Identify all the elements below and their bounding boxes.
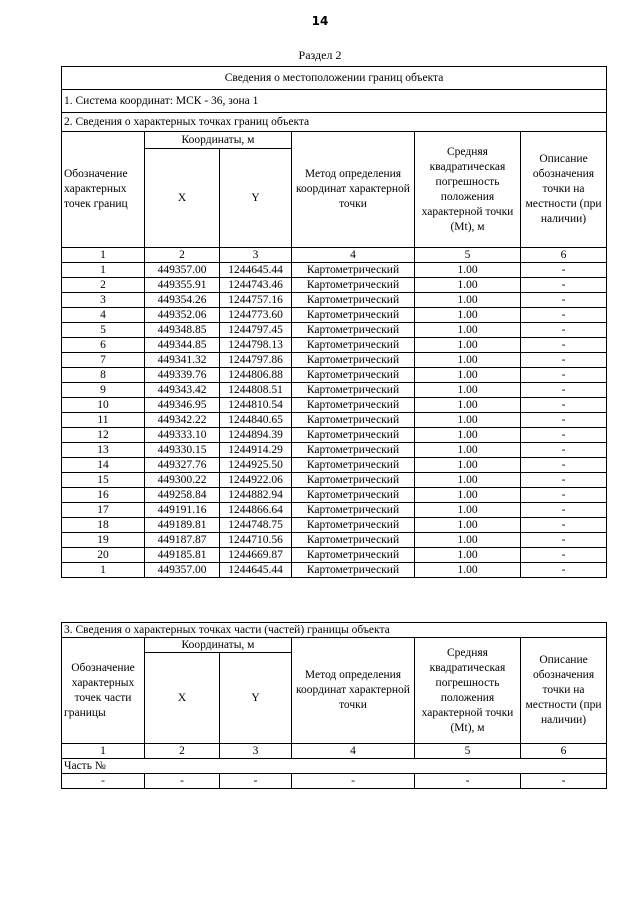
col-num-2: 2 xyxy=(145,248,220,263)
table-row-cell: Картометрический xyxy=(292,503,415,518)
table-row-cell: Картометрический xyxy=(292,458,415,473)
coord-system: 1. Система координат: МСК - 36, зона 1 xyxy=(62,90,607,113)
table-row xyxy=(62,443,607,458)
table-row-cell: 1.00 xyxy=(415,548,521,563)
table-row xyxy=(62,473,607,488)
table-row-cell: 2 xyxy=(62,278,145,293)
table-row-cell: - xyxy=(521,533,607,548)
table-row-cell: 1244808.51 xyxy=(220,383,292,398)
part-col-num-2: 2 xyxy=(145,744,220,759)
part-col-num-4: 4 xyxy=(292,744,415,759)
table-row-cell: 1244710.56 xyxy=(220,533,292,548)
table-row-cell: 17 xyxy=(62,503,145,518)
table-row-cell: 5 xyxy=(62,323,145,338)
part-header-designation: Обозначение характерных точек части границы xyxy=(62,638,145,744)
part-row xyxy=(62,774,607,789)
table-row-cell: - xyxy=(521,293,607,308)
table-row xyxy=(62,563,607,578)
table-row-cell: 1244798.13 xyxy=(220,338,292,353)
table-row-cell: 1.00 xyxy=(415,368,521,383)
table-row-cell: 1.00 xyxy=(415,353,521,368)
table-row-cell: 449341.32 xyxy=(145,353,220,368)
table-row-cell: 449187.87 xyxy=(145,533,220,548)
table-row-cell: 12 xyxy=(62,428,145,443)
table-row-cell: 1244797.86 xyxy=(220,353,292,368)
table-row-cell: - xyxy=(521,488,607,503)
table-row-cell: Картометрический xyxy=(292,473,415,488)
table-row-cell: 449300.22 xyxy=(145,473,220,488)
header-number-row xyxy=(62,248,607,263)
part-number-row xyxy=(62,744,607,759)
table-row-cell: - xyxy=(521,308,607,323)
page-number: 14 xyxy=(311,14,329,28)
table-row-cell: 20 xyxy=(62,548,145,563)
table-row-cell: 8 xyxy=(62,368,145,383)
table-row xyxy=(62,548,607,563)
table-row-cell: Картометрический xyxy=(292,443,415,458)
table-row-cell: - xyxy=(521,338,607,353)
table-row-cell: 1 xyxy=(62,563,145,578)
table-row-cell: 1.00 xyxy=(415,563,521,578)
header-description: Описание обозначения точки на местности (при наличии) xyxy=(521,132,607,248)
table-row-cell: 449339.76 xyxy=(145,368,220,383)
table-row-cell: 6 xyxy=(62,338,145,353)
table-row-cell: - xyxy=(521,383,607,398)
table-row xyxy=(62,458,607,473)
table-row xyxy=(62,263,607,278)
table-row-cell: 7 xyxy=(62,353,145,368)
table-row-cell: 1.00 xyxy=(415,488,521,503)
table-row xyxy=(62,383,607,398)
col-num-4: 4 xyxy=(292,248,415,263)
table-row-cell: 449189.81 xyxy=(145,518,220,533)
part-row-cell: - xyxy=(62,774,145,789)
part-col-num-6: 6 xyxy=(521,744,607,759)
table-row-cell: Картометрический xyxy=(292,323,415,338)
table-row-cell: 1.00 xyxy=(415,443,521,458)
table-row-cell: Картометрический xyxy=(292,533,415,548)
table-row-cell: 449357.00 xyxy=(145,263,220,278)
table-row-cell: - xyxy=(521,413,607,428)
table-row-cell: 1244882.94 xyxy=(220,488,292,503)
table-row-cell: 18 xyxy=(62,518,145,533)
table-row-cell: 1.00 xyxy=(415,323,521,338)
table-row-cell: 1244797.45 xyxy=(220,323,292,338)
table-row-cell: 3 xyxy=(62,293,145,308)
points-title: 2. Сведения о характерных точках границ объекта xyxy=(62,113,607,132)
table-row-cell: Картометрический xyxy=(292,293,415,308)
part-row-cell: - xyxy=(521,774,607,789)
table-row-cell: - xyxy=(521,503,607,518)
part-col-num-1: 1 xyxy=(62,744,145,759)
part-header-accuracy: Средняя квадратическая погрешность положения характерной точки (Mt), м xyxy=(415,638,521,744)
table-row-cell: 1244645.44 xyxy=(220,563,292,578)
table-row-cell: 15 xyxy=(62,473,145,488)
table-row-cell: - xyxy=(521,443,607,458)
table-row xyxy=(62,338,607,353)
header-x: X xyxy=(145,149,220,248)
table-row-cell: - xyxy=(521,353,607,368)
part-boundary-table xyxy=(61,622,607,789)
table-row-cell: Картометрический xyxy=(292,488,415,503)
table-title: Сведения о местоположении границ объекта xyxy=(62,67,607,90)
table-row-cell: 11 xyxy=(62,413,145,428)
table-row-cell: 449330.15 xyxy=(145,443,220,458)
table-row-cell: Картометрический xyxy=(292,308,415,323)
table-row-cell: 1244810.54 xyxy=(220,398,292,413)
table-row-cell: - xyxy=(521,368,607,383)
table-row-cell: - xyxy=(521,518,607,533)
table-row-cell: - xyxy=(521,473,607,488)
table-row-cell: Картометрический xyxy=(292,278,415,293)
table-row xyxy=(62,308,607,323)
part-col-num-5: 5 xyxy=(415,744,521,759)
part-row-cell: - xyxy=(415,774,521,789)
col-num-3: 3 xyxy=(220,248,292,263)
header-coords: Координаты, м xyxy=(145,132,292,149)
table-row xyxy=(62,323,607,338)
table-row-cell: - xyxy=(521,428,607,443)
table-row-cell: 1.00 xyxy=(415,263,521,278)
part-row-cell: - xyxy=(292,774,415,789)
table-row-cell: 449343.42 xyxy=(145,383,220,398)
part-row-cell: - xyxy=(220,774,292,789)
table-row-cell: 1244894.39 xyxy=(220,428,292,443)
table-row-cell: 1244743.46 xyxy=(220,278,292,293)
table-row-cell: 1.00 xyxy=(415,308,521,323)
table-row-cell: 449191.16 xyxy=(145,503,220,518)
table-row-cell: Картометрический xyxy=(292,263,415,278)
part-row-cell: - xyxy=(145,774,220,789)
table-row-cell: 16 xyxy=(62,488,145,503)
header-y: Y xyxy=(220,149,292,248)
table-row-cell: 449344.85 xyxy=(145,338,220,353)
table-row-cell: 1244669.87 xyxy=(220,548,292,563)
header-method: Метод определения координат характерной точки xyxy=(292,132,415,248)
table-row-cell: 1.00 xyxy=(415,473,521,488)
table-row-cell: 449357.00 xyxy=(145,563,220,578)
table-row-cell: 1244840.65 xyxy=(220,413,292,428)
table-row-cell: 10 xyxy=(62,398,145,413)
table-row-cell: - xyxy=(521,398,607,413)
table-row-cell: 1.00 xyxy=(415,383,521,398)
table-row-cell: 449327.76 xyxy=(145,458,220,473)
table-row-cell: 449354.26 xyxy=(145,293,220,308)
table-row xyxy=(62,533,607,548)
table-row-cell: 449352.06 xyxy=(145,308,220,323)
table-row-cell: 1.00 xyxy=(415,293,521,308)
table-row-cell: 1.00 xyxy=(415,428,521,443)
table-row-cell: Картометрический xyxy=(292,548,415,563)
table-row-cell: - xyxy=(521,563,607,578)
table-row-cell: 1244866.64 xyxy=(220,503,292,518)
table-row-cell: 13 xyxy=(62,443,145,458)
table-row-cell: Картометрический xyxy=(292,338,415,353)
table-row-cell: Картометрический xyxy=(292,413,415,428)
table-row-cell: 1244922.06 xyxy=(220,473,292,488)
table-row-cell: Картометрический xyxy=(292,368,415,383)
table-row-cell: 449258.84 xyxy=(145,488,220,503)
table-row-cell: Картометрический xyxy=(292,353,415,368)
table-row-cell: 1 xyxy=(62,263,145,278)
table-row xyxy=(62,368,607,383)
table-row-cell: 1244773.60 xyxy=(220,308,292,323)
table-row-cell: Картометрический xyxy=(292,383,415,398)
table-row-cell: 4 xyxy=(62,308,145,323)
table-row-cell: 19 xyxy=(62,533,145,548)
table-row xyxy=(62,293,607,308)
table-row-cell: 1.00 xyxy=(415,533,521,548)
table-row-cell: Картометрический xyxy=(292,518,415,533)
table-row-cell: 1.00 xyxy=(415,413,521,428)
part-col-num-3: 3 xyxy=(220,744,292,759)
header-designation: Обозначение характерных точек границ xyxy=(62,132,145,248)
table-row-cell: - xyxy=(521,323,607,338)
table-row xyxy=(62,503,607,518)
section-title: Раздел 2 xyxy=(298,48,342,62)
table-row-cell: 1244757.16 xyxy=(220,293,292,308)
part-header-method: Метод определения координат характерной точки xyxy=(292,638,415,744)
table-row-cell: 1244925.50 xyxy=(220,458,292,473)
table-row xyxy=(62,428,607,443)
table-row-cell: 1.00 xyxy=(415,458,521,473)
table-row xyxy=(62,353,607,368)
part-header-coords: Координаты, м xyxy=(145,638,292,653)
table-row-cell: 9 xyxy=(62,383,145,398)
table-row xyxy=(62,278,607,293)
table-row-cell: Картометрический xyxy=(292,398,415,413)
table-row-cell: 1.00 xyxy=(415,338,521,353)
table-row-cell: 449333.10 xyxy=(145,428,220,443)
table-row-cell: 1.00 xyxy=(415,398,521,413)
table-row-cell: - xyxy=(521,263,607,278)
table-row xyxy=(62,488,607,503)
table-row xyxy=(62,398,607,413)
table-row-cell: - xyxy=(521,548,607,563)
table-row-cell: 449355.91 xyxy=(145,278,220,293)
table-row-cell: 449342.22 xyxy=(145,413,220,428)
table-row-cell: - xyxy=(521,458,607,473)
part-header-y: Y xyxy=(220,653,292,744)
table-row-cell: 1.00 xyxy=(415,518,521,533)
table-row-cell: 1244645.44 xyxy=(220,263,292,278)
table-row xyxy=(62,413,607,428)
table-row-cell: 449185.81 xyxy=(145,548,220,563)
part-header-x: X xyxy=(145,653,220,744)
table-row-cell: 1.00 xyxy=(415,278,521,293)
table-row-cell: 1244748.75 xyxy=(220,518,292,533)
table-row-cell: 1244806.88 xyxy=(220,368,292,383)
part-title: 3. Сведения о характерных точках части (частей) границы объекта xyxy=(62,623,607,638)
header-accuracy: Средняя квадратическая погрешность положения характерной точки (Mt), м xyxy=(415,132,521,248)
part-label: Часть № xyxy=(62,759,607,774)
boundary-table xyxy=(61,66,607,578)
col-num-5: 5 xyxy=(415,248,521,263)
table-row-cell: 14 xyxy=(62,458,145,473)
table-row-cell: 449346.95 xyxy=(145,398,220,413)
table-row xyxy=(62,518,607,533)
table-row-cell: - xyxy=(521,278,607,293)
table-row-cell: Картометрический xyxy=(292,563,415,578)
table-row-cell: 1.00 xyxy=(415,503,521,518)
col-num-1: 1 xyxy=(62,248,145,263)
part-header-description: Описание обозначения точки на местности (при наличии) xyxy=(521,638,607,744)
table-row-cell: Картометрический xyxy=(292,428,415,443)
col-num-6: 6 xyxy=(521,248,607,263)
table-row-cell: 449348.85 xyxy=(145,323,220,338)
table-row-cell: 1244914.29 xyxy=(220,443,292,458)
